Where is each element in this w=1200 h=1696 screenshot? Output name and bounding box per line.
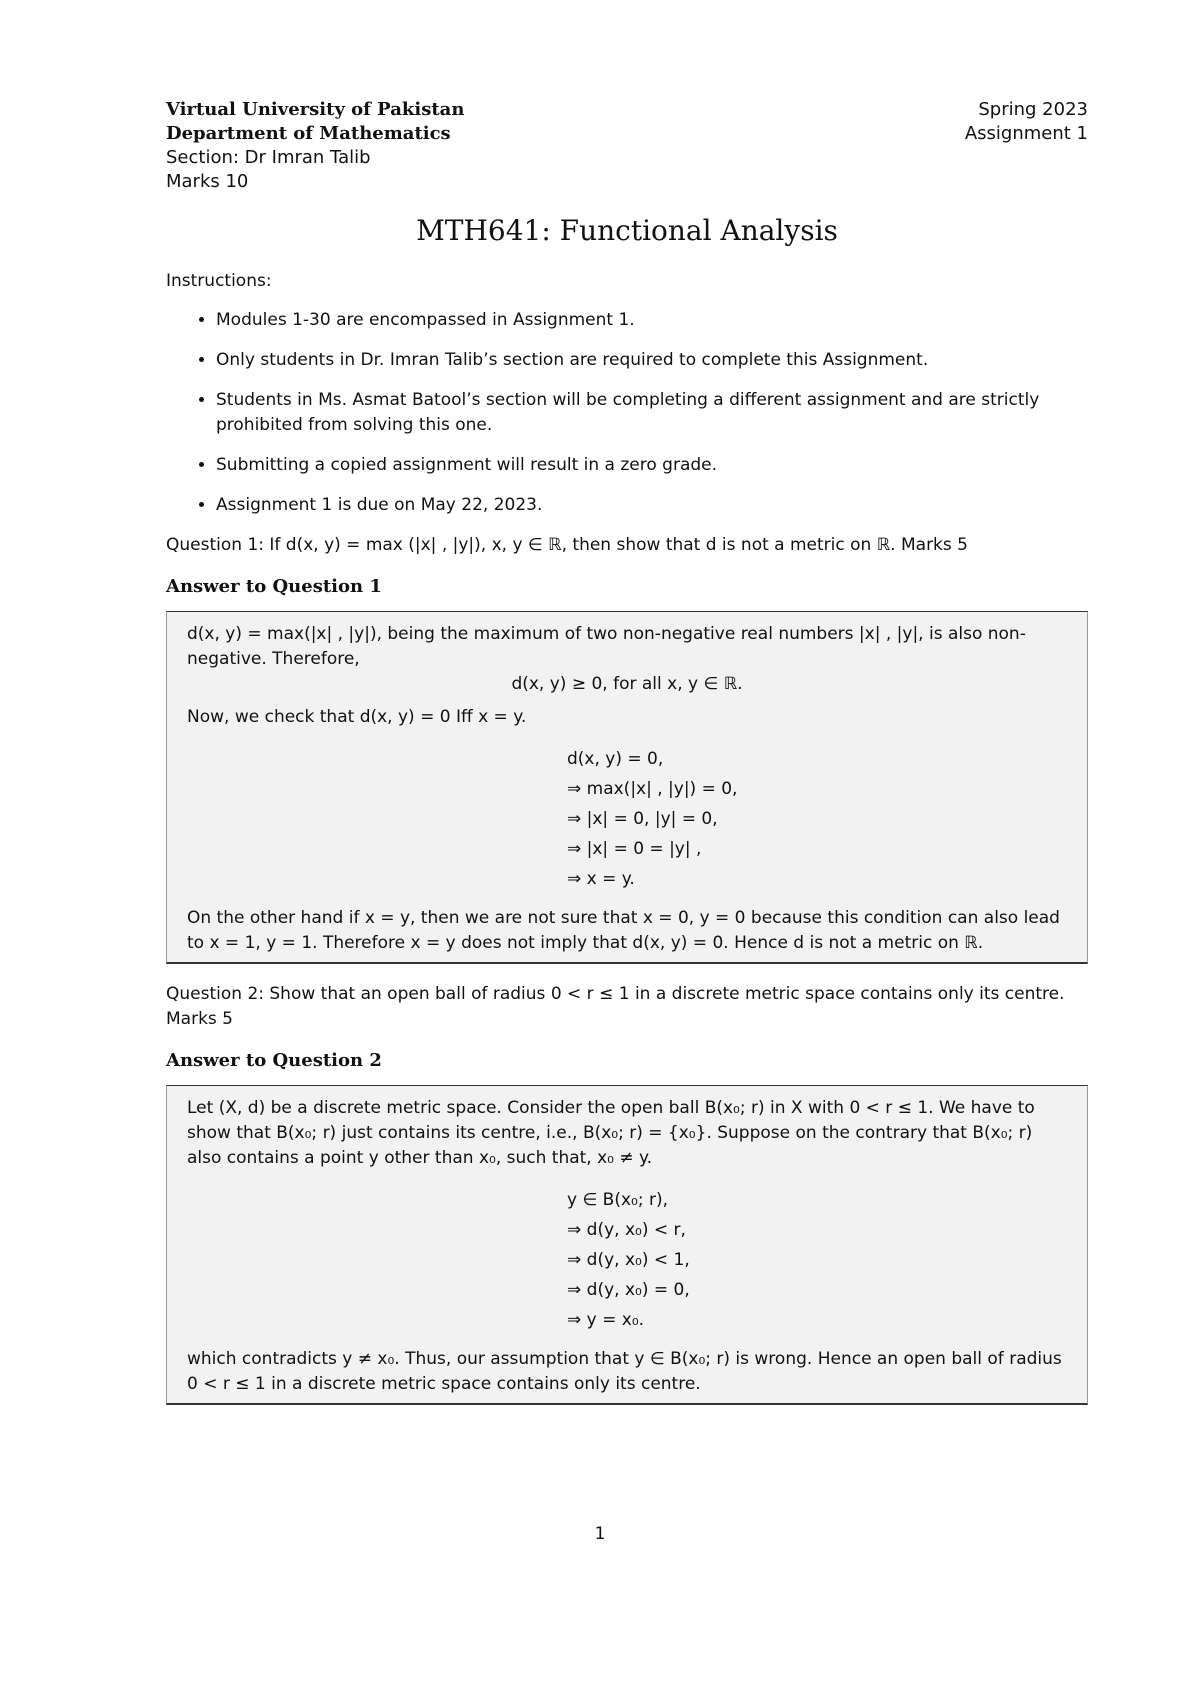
instruction-item: • Modules 1-30 are encompassed in Assignment 1.: [216, 308, 1088, 333]
answer-1-paragraph-3: On the other hand if x = y, then we are not sure that x = 0, y = 0 because this condition can also lead to x = 1, y = 1. Therefore x = y does not imply that d(x, y) = 0. Hence d is not a metric on ℝ.: [187, 908, 1060, 953]
equation-step: d(x, y) = 0,: [567, 749, 664, 769]
question-2: Question 2: Show that an open ball of radius 0 < r ≤ 1 in a discrete metric space contains only its centre. Marks 5: [166, 984, 1065, 1029]
equation-step: ⇒ max(|x| , |y|) = 0,: [567, 779, 738, 799]
answer-2-box: [166, 1085, 1088, 1405]
equation-step: ⇒ x = y.: [567, 869, 635, 889]
equation-step: ⇒ d(y, x₀) < r,: [567, 1220, 686, 1240]
instruction-item: • Only students in Dr. Imran Talib’s section are required to complete this Assignment.: [216, 348, 1088, 373]
equation-step: ⇒ |x| = 0 = |y| ,: [567, 839, 702, 859]
instructions-label: Instructions:: [166, 271, 272, 291]
answer-1-paragraph-1: d(x, y) = max(|x| , |y|), being the maximum of two non-negative real numbers |x| , |y|, is also non-negative. Therefore,: [187, 624, 1026, 669]
equation-step: ⇒ d(y, x₀) < 1,: [567, 1250, 690, 1270]
term: Spring 2023: [978, 99, 1088, 120]
equation-step: ⇒ y = x₀.: [567, 1310, 645, 1330]
instruction-item: • Submitting a copied assignment will result in a zero grade.: [216, 453, 1088, 478]
instruction-item: • Assignment 1 is due on May 22, 2023.: [216, 493, 1088, 518]
answer-1-paragraph-2: Now, we check that d(x, y) = 0 Iff x = y.: [187, 707, 527, 727]
instructions-list: [166, 308, 1088, 518]
header-left: [166, 98, 464, 194]
document-header: [166, 98, 1088, 198]
total-marks: Marks 10: [166, 171, 249, 192]
section-name: Section: Dr Imran Talib: [166, 147, 371, 168]
department-name: Department of Mathematics: [166, 123, 451, 144]
header-right: [965, 98, 1088, 146]
question-1: Question 1: If d(x, y) = max (|x| , |y|), x, y ∈ ℝ, then show that d is not a metric on ℝ. Marks 5: [166, 535, 968, 555]
answer-1-derivation: [187, 744, 1067, 894]
equation-step: ⇒ |x| = 0, |y| = 0,: [567, 809, 718, 829]
answer-1-display-equation: d(x, y) ≥ 0, for all x, y ∈ ℝ.: [511, 674, 743, 694]
university-name: Virtual University of Pakistan: [166, 99, 465, 120]
page-number: 1: [594, 1524, 606, 1544]
equation-step: y ∈ B(x₀; r),: [567, 1190, 669, 1210]
answer-2-paragraph-2: which contradicts y ≠ x₀. Thus, our assumption that y ∈ B(x₀; r) is wrong. Hence an open ball of radius 0 < r ≤ 1 in a discrete metric space contains only its centre.: [187, 1349, 1062, 1394]
answer-1-heading: Answer to Question 1: [166, 576, 382, 597]
answer-1-box: [166, 611, 1088, 964]
instruction-item: • Students in Ms. Asmat Batool’s section will be completing a different assignment and are strictly prohibited from solving this one.: [216, 388, 1088, 438]
answer-2-heading: Answer to Question 2: [166, 1050, 382, 1071]
equation-step: ⇒ d(y, x₀) = 0,: [567, 1280, 690, 1300]
page-title: MTH641: Functional Analysis: [416, 214, 838, 247]
document-page: [166, 98, 1088, 1405]
answer-2-paragraph-1: Let (X, d) be a discrete metric space. Consider the open ball B(x₀; r) in X with 0 < r ≤ 1. We have to show that B(x₀; r) just contains its centre, i.e., B(x₀; r) = {x₀}. Suppose on the contrary that B(x₀; r) also contains a point y other than x₀, such that, x₀ ≠ y.: [187, 1098, 1035, 1168]
answer-2-derivation: [187, 1185, 1067, 1335]
assignment-number: Assignment 1: [964, 123, 1088, 144]
